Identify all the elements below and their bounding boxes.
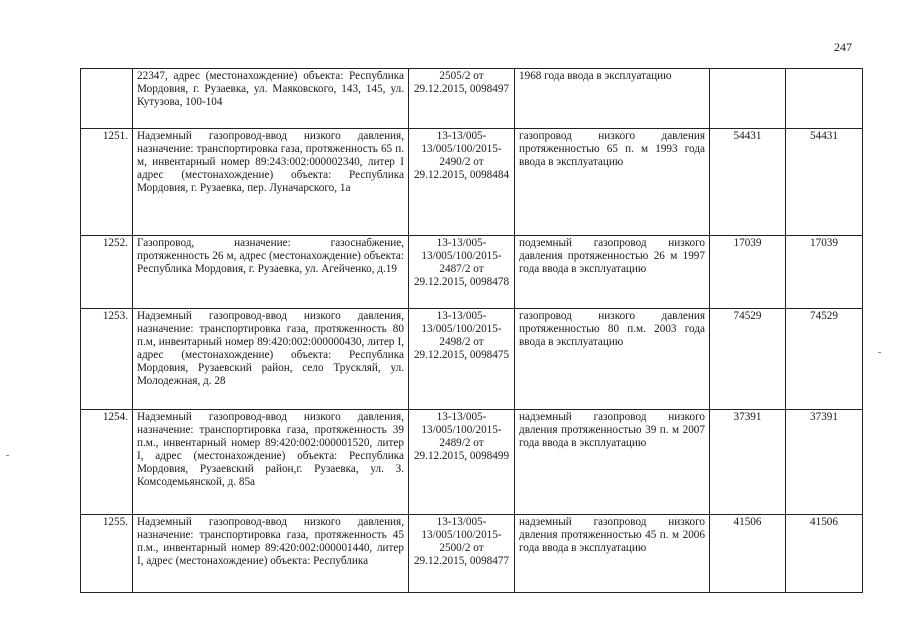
table-row: [81, 410, 863, 515]
value-column-2: 37391: [786, 410, 863, 515]
value-column-1: [710, 69, 786, 129]
value-column-2: 54431: [786, 129, 863, 236]
registration-record: 2505/2 от 29.12.2015, 0098497: [409, 69, 515, 129]
scan-speck: [878, 352, 881, 353]
object-details: надземный газопровод низкого двления протяженностью 45 п. м 2006 года ввода в эксплуатацию: [515, 515, 710, 593]
registration-record: 13-13/005-13/005/100/2015-2487/2 от 29.12.2015, 0098478: [409, 236, 515, 309]
row-number: 1252.: [81, 236, 133, 309]
object-details: подземный газопровод низкого давления протяженностью 26 м 1997 года ввода в эксплуатацию: [515, 236, 710, 309]
object-details: газопровод низкого давления протяженностью 80 п.м. 2003 года ввода в эксплуатацию: [515, 309, 710, 410]
registration-record: 13-13/005-13/005/100/2015-2500/2 от 29.12.2015, 0098477: [409, 515, 515, 593]
property-registry-table: [80, 68, 863, 593]
value-column-1: 54431: [710, 129, 786, 236]
table-row: [81, 309, 863, 410]
row-number: 1253.: [81, 309, 133, 410]
table-row: [81, 515, 863, 593]
registration-record: 13-13/005-13/005/100/2015-2498/2 от 29.12.2015, 0098475: [409, 309, 515, 410]
object-details: надземный газопровод низкого двления протяженностью 39 п. м 2007 года ввода в эксплуатацию: [515, 410, 710, 515]
object-description: Надземный газопровод-ввод низкого давления, назначение: транспортировка газа, протяженность 39 п.м., инвентарный номер 89:420:002:000001520, литер I, адрес (местонахождение) объекта: Республика Мордовия, Рузаевский район,г. Рузаевка, ул. З. Комсодемьянской, д. 85а: [133, 410, 409, 515]
value-column-2: 41506: [786, 515, 863, 593]
value-column-1: 17039: [710, 236, 786, 309]
row-number: [81, 69, 133, 129]
object-description: Надземный газопровод-ввод низкого давления, назначение: транспортировка газа, протяженность 45 п.м., инвентарный номер 89:420:002:000001440, литер I, адрес (местонахождение) объекта: Республика: [133, 515, 409, 593]
registration-record: 13-13/005-13/005/100/2015-2490/2 от 29.12.2015, 0098484: [409, 129, 515, 236]
table-row: [81, 236, 863, 309]
value-column-1: 74529: [710, 309, 786, 410]
value-column-1: 41506: [710, 515, 786, 593]
table-row: [81, 69, 863, 129]
value-column-1: 37391: [710, 410, 786, 515]
value-column-2: [786, 69, 863, 129]
table-row: [81, 129, 863, 236]
row-number: 1251.: [81, 129, 133, 236]
object-details: 1968 года ввода в эксплуатацию: [515, 69, 710, 129]
scan-speck: [6, 455, 9, 456]
row-number: 1255.: [81, 515, 133, 593]
object-description: Надземный газопровод-ввод низкого давления, назначение: транспортировка газа, протяженность 80 п.м, инвентарный номер 89:420:002:000000430, литер I, адрес (местонахождение) объекта: Республика Мордовия, Рузаевский район, село Трускляй, ул. Молодежная, д. 28: [133, 309, 409, 410]
registration-record: 13-13/005-13/005/100/2015-2489/2 от 29.12.2015, 0098499: [409, 410, 515, 515]
row-number: 1254.: [81, 410, 133, 515]
value-column-2: 17039: [786, 236, 863, 309]
object-description: Надземный газопровод-ввод низкого давления, назначение: транспортировка газа, протяженность 65 п. м, инвентарный номер 89:243:002:000002340, литер I адрес (местонахождение) объекта: Республика Мордовия, г. Рузаевка, пер. Луначарского, 1а: [133, 129, 409, 236]
object-details: газопровод низкого давления протяженностью 65 п. м 1993 года ввода в эксплуатацию: [515, 129, 710, 236]
page-number: 247: [834, 40, 852, 54]
object-description: Газопровод, назначение: газоснабжение, протяженность 26 м, адрес (местонахождение) объекта: Республика Мордовия, г. Рузаевка, ул. Агейченко, д.19: [133, 236, 409, 309]
value-column-2: 74529: [786, 309, 863, 410]
object-description: 22347, адрес (местонахождение) объекта: Республика Мордовия, г. Рузаевка, ул. Маяковского, 143, 145, ул. Кутузова, 100-104: [133, 69, 409, 129]
